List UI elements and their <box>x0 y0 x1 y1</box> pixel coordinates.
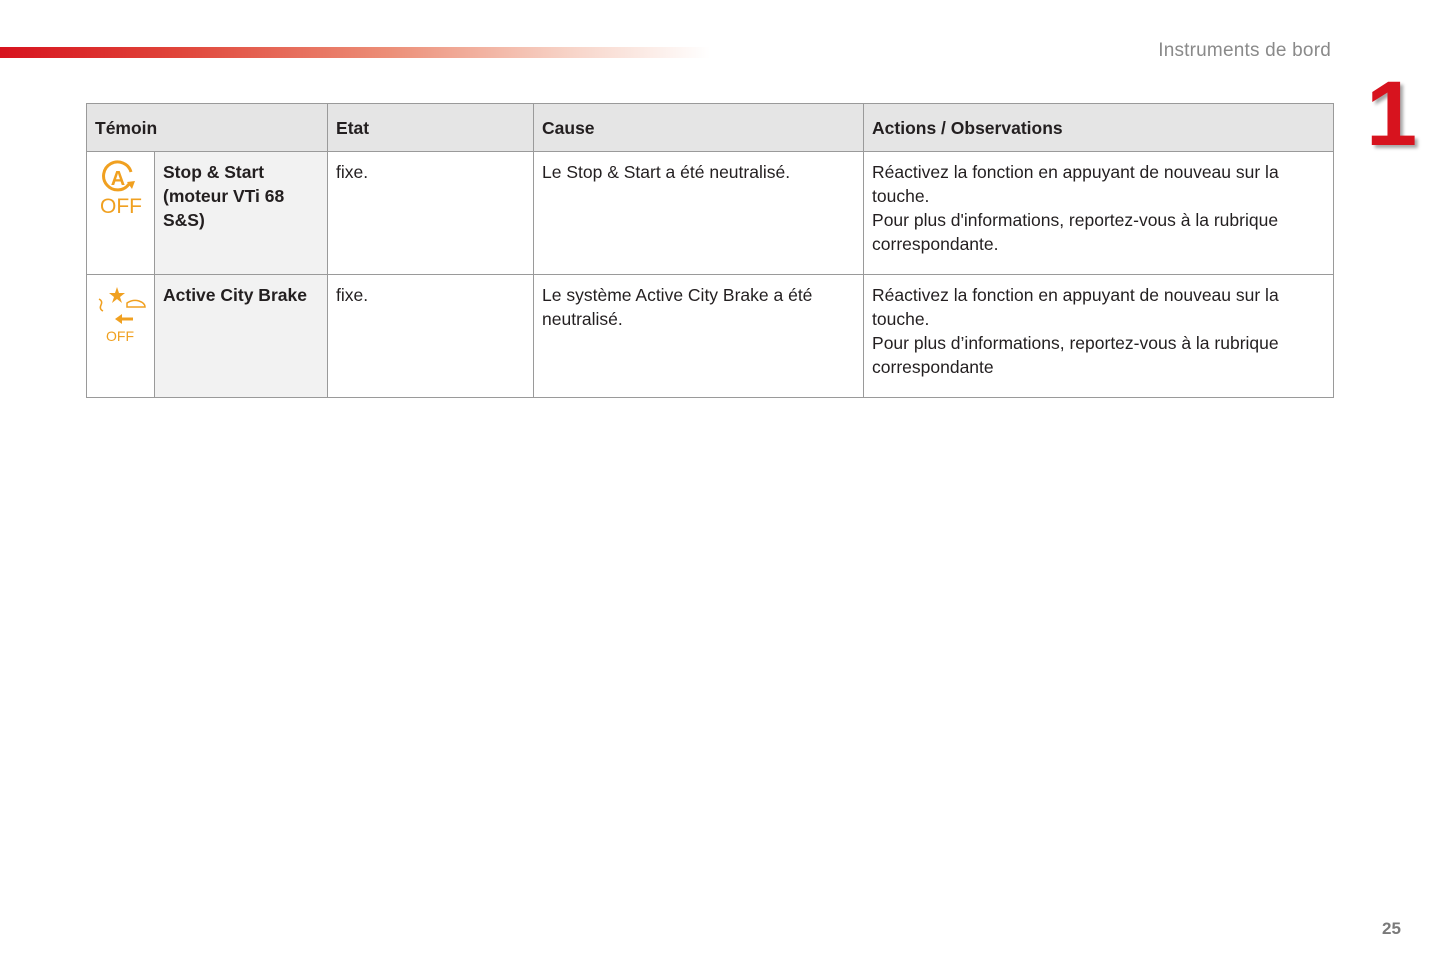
warning-name: Active City Brake <box>155 275 328 398</box>
column-header-temoin: Témoin <box>87 104 328 152</box>
stop-start-off-icon <box>95 158 147 218</box>
state-cell: fixe. <box>328 275 534 398</box>
icon-off-label: OFF <box>105 328 134 344</box>
svg-text:A: A <box>110 168 125 190</box>
icon-cell <box>87 152 155 275</box>
chapter-number: 1 <box>1366 63 1418 165</box>
column-header-cause: Cause <box>534 104 864 152</box>
actions-cell <box>864 152 1334 275</box>
warning-name: Stop & Start (moteur VTi 68 S&S) <box>155 152 328 275</box>
actions-line: Réactivez la fonction en appuyant de nouveau sur la touche. <box>872 285 1279 329</box>
actions-line: Pour plus d’informations, reportez-vous à la rubrique correspondante <box>872 333 1279 377</box>
table-header-row <box>87 104 1334 152</box>
icon-cell <box>87 275 155 398</box>
state-cell: fixe. <box>328 152 534 275</box>
table-row <box>87 275 1334 398</box>
table-row <box>87 152 1334 275</box>
cause-cell: Le système Active City Brake a été neutralisé. <box>534 275 864 398</box>
column-header-etat: Etat <box>328 104 534 152</box>
icon-off-label: OFF <box>99 195 142 218</box>
active-city-brake-off-icon <box>93 281 149 347</box>
warning-lights-table <box>86 103 1334 398</box>
page-number: 25 <box>1382 919 1401 938</box>
actions-line: Réactivez la fonction en appuyant de nouveau sur la touche. <box>872 162 1279 206</box>
actions-cell <box>864 275 1334 398</box>
column-header-actions: Actions / Observations <box>864 104 1334 152</box>
header-accent-bar <box>0 47 710 58</box>
cause-cell: Le Stop & Start a été neutralisé. <box>534 152 864 275</box>
section-title: Instruments de bord <box>1158 40 1331 61</box>
actions-line: Pour plus d'informations, reportez-vous à la rubrique correspondante. <box>872 210 1279 254</box>
